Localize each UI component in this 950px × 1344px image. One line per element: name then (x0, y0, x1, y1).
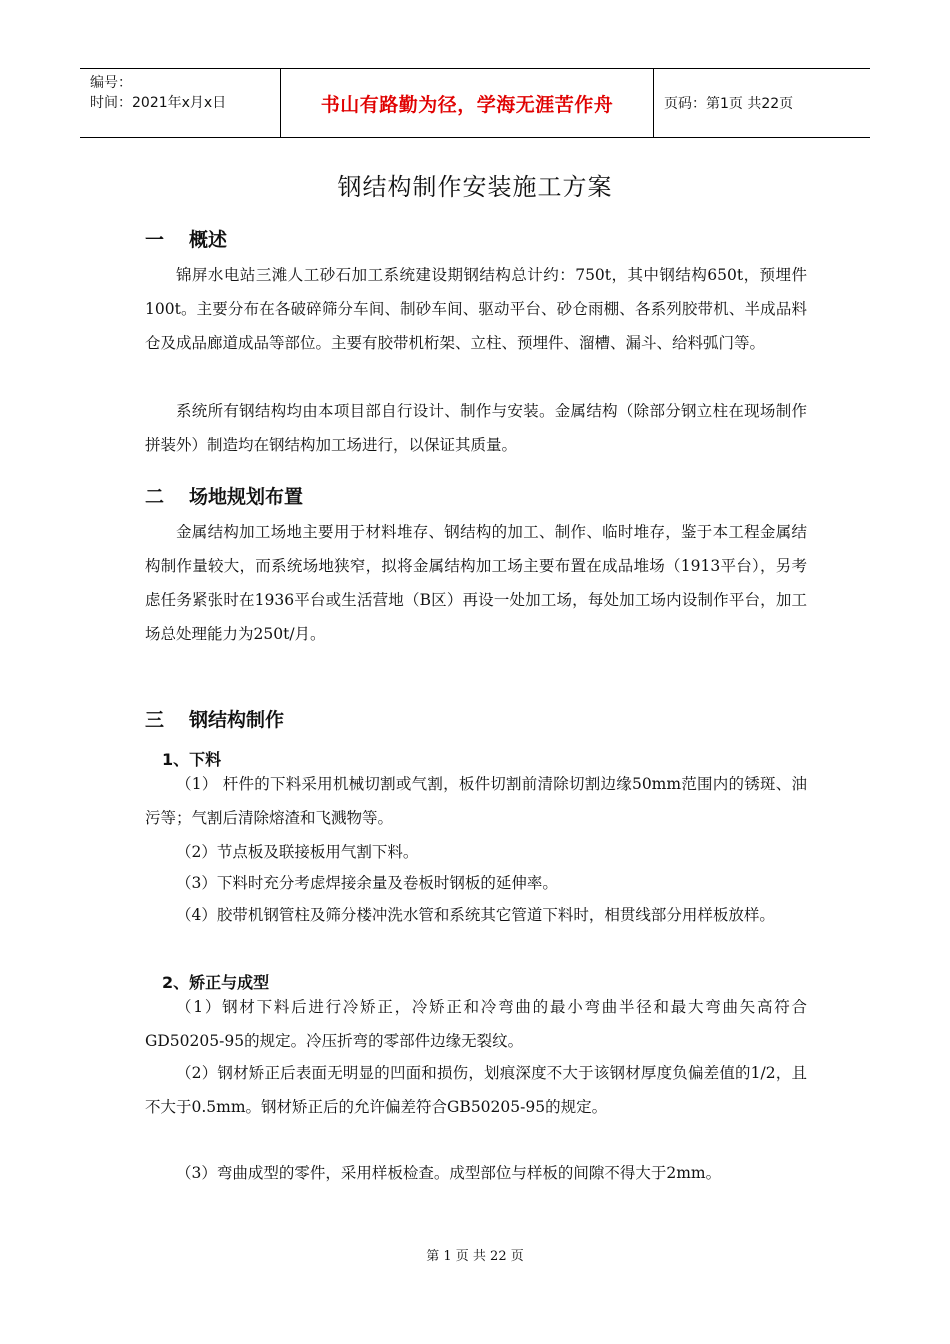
paragraph: （3）下料时充分考虑焊接余量及卷板时钢板的延伸率。 (176, 874, 558, 892)
section-heading-3 (145, 705, 284, 732)
section-number: 一 (145, 229, 165, 251)
paragraph: 金属结构加工场地主要用于材料堆存、钢结构的加工、制作、临时堆存，鉴于本工程金属结构制作量较大，而系统场地狭窄，拟将金属结构加工场主要布置在成品堆场（1913平台），另考虑任务紧张时在1936平台或生活营地（B区）再设一处加工场，每处加工场内设制作平台，加工场总处理能力为250t/月。 (145, 523, 807, 643)
section-title: 钢结构制作 (189, 709, 285, 731)
header-table (80, 68, 870, 138)
paragraph: 锦屏水电站三滩人工砂石加工系统建设期钢结构总计约：750t，其中钢结构650t，预埋件100t。主要分布在各破碎筛分车间、制砂车间、驱动平台、砂仓雨棚、各系列胶带机、半成品料仓及成品廊道成品等部位。主要有胶带机桁架、立柱、预埋件、溜槽、漏斗、给料弧门等。 (145, 266, 807, 352)
paragraph: （4）胶带机钢管柱及筛分楼冲洗水管和系统其它管道下料时，相贯线部分用样板放样。 (176, 906, 775, 924)
code-label: 编号： (90, 75, 132, 91)
paragraph: （1）钢材下料后进行冷矫正，冷矫正和冷弯曲的最小弯曲半径和最大弯曲矢高符合GD50205-95的规定。冷压折弯的零部件边缘无裂纹。 (145, 998, 807, 1050)
paragraph: （2）节点板及联接板用气割下料。 (176, 843, 419, 861)
paragraph: 系统所有钢结构均由本项目部自行设计、制作与安装。金属结构（除部分钢立柱在现场制作拼装外）制造均在钢结构加工场进行，以保证其质量。 (145, 402, 807, 454)
page-footer: 第 1 页 共 22 页 (426, 1249, 524, 1264)
section-number: 三 (145, 709, 165, 731)
header-meta (80, 69, 280, 137)
section-heading-1 (145, 225, 227, 252)
paragraph: （3）弯曲成型的零件，采用样板检查。成型部位与样板的间隙不得大于2mm。 (176, 1164, 722, 1182)
section-title: 场地规划布置 (189, 486, 304, 508)
document-title: 钢结构制作安装施工方案 (337, 173, 613, 201)
subsection-heading: 1、下料 (162, 750, 222, 769)
subsection-heading: 2、矫正与成型 (162, 973, 270, 992)
paragraph: （2）钢材矫正后表面无明显的凹面和损伤，划痕深度不大于该钢材厚度负偏差值的1/2，且不大于0.5mm。钢材矫正后的允许偏差符合GB50205-95的规定。 (145, 1064, 807, 1116)
section-title: 概述 (189, 229, 228, 251)
header-page-info: 页码：第1页 共22页 (664, 96, 794, 112)
section-number: 二 (145, 486, 165, 508)
date-line: 时间：2021年x月x日 (90, 95, 227, 111)
paragraph: （1） 杆件的下料采用机械切割或气割，板件切割前清除切割边缘50mm范围内的锈斑、油污等；气割后清除熔渣和飞溅物等。 (145, 775, 807, 827)
section-heading-2 (145, 482, 303, 509)
header-motto: 书山有路勤为径，学海无涯苦作舟 (280, 69, 654, 137)
